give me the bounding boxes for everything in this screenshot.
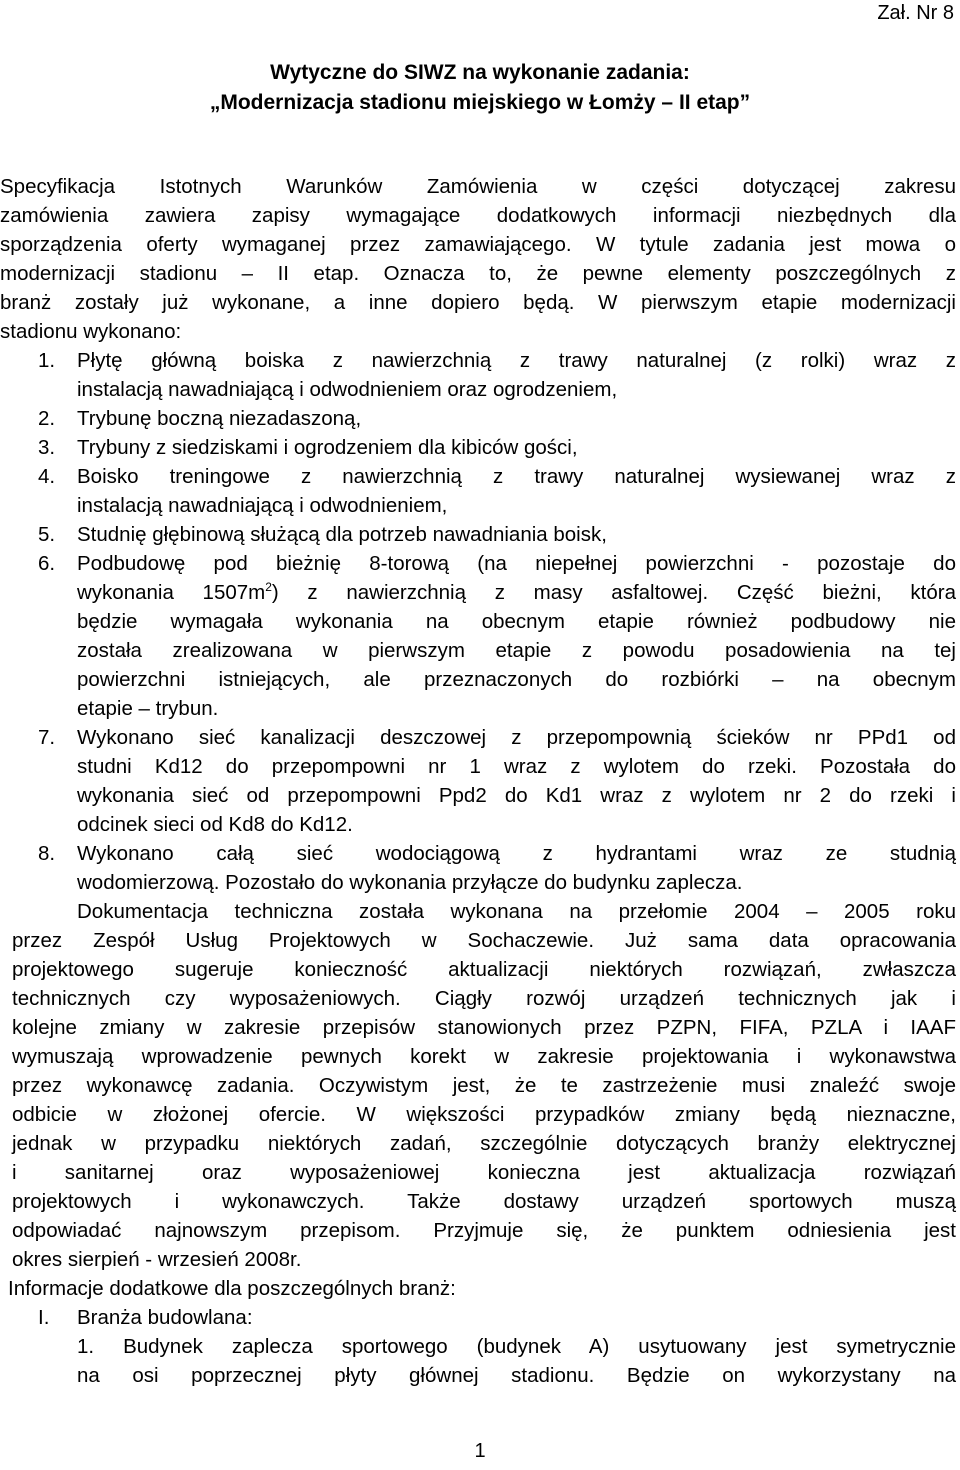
paragraph-line: przez wykonawcę zadania. Oczywistym jest, że te zastrzeżenie musi znaleźć swoje: [12, 1074, 956, 1097]
section-heading: [0, 1303, 956, 1332]
paragraph-line: wymuszają wprowadzenie pewnych korekt w zakresie projektowania i wykonawstwa: [12, 1045, 956, 1068]
intro-line: branż zostały już wykonane, a inne dopiero będą. W pierwszym etapie modernizacji: [0, 291, 956, 314]
list-item-line: wodomierzową. Pozostało do wykonania przyłącze do budynku zaplecza.: [77, 871, 743, 894]
attachment-label: Zał. Nr 8: [877, 2, 954, 24]
list-item-line: [0, 578, 956, 607]
section-line: na osi poprzecznej płyty głównej stadionu. Będzie on wykorzystany na: [77, 1364, 956, 1387]
list-item-line: Płytę główną boiska z nawierzchnią z trawy naturalnej (z rolki) wraz z: [77, 349, 956, 372]
list-item: [0, 723, 956, 839]
list-item-line: studni Kd12 do przepompowni nr 1 wraz z wylotem do rzeki. Pozostała do: [77, 755, 956, 778]
list-item-number: 6.: [38, 552, 56, 575]
paragraph-line: i sanitarnej oraz wyposażeniowej konieczna jest aktualizacja rozwiązań: [12, 1161, 956, 1184]
paragraph-line: Dokumentacja techniczna została wykonana na przełomie 2004 – 2005 roku: [77, 900, 956, 923]
section-label: Branża budowlana:: [77, 1306, 253, 1329]
additional-info-heading: Informacje dodatkowe dla poszczególnych branż:: [8, 1277, 456, 1300]
paragraph-line: kolejne zmiany w zakresie przepisów stanowionych przez PZPN, FIFA, PZLA i IAAF: [12, 1016, 956, 1039]
list-item: [0, 346, 956, 404]
intro-line: zamówienia zawiera zapisy wymagające dodatkowych informacji niezbędnych dla: [0, 204, 956, 227]
list-item-line: Wykonano sieć kanalizacji deszczowej z przepompownią ścieków nr PPd1 od: [77, 726, 956, 749]
paragraph-line: jednak w przypadku niektórych zadań, szczególnie dotyczących branży elektrycznej: [12, 1132, 956, 1155]
list-item: [0, 433, 956, 462]
document-body: [0, 172, 956, 1390]
list-item-number: 3.: [38, 436, 56, 459]
list-item-number: 4.: [38, 465, 56, 488]
document-title: [0, 58, 960, 118]
list-item: [0, 549, 956, 723]
list-item-number: 2.: [38, 407, 56, 430]
section-number: I.: [38, 1306, 50, 1329]
superscript-2: 2: [265, 580, 272, 594]
intro-paragraph: [0, 172, 956, 346]
paragraph-line: odbicie w złożonej ofercie. W większości przypadków zmiany będą nieznaczne,: [12, 1103, 956, 1126]
paragraph-line: okres sierpień - wrzesień 2008r.: [12, 1248, 302, 1271]
list-item-number: 8.: [38, 842, 56, 865]
paragraph-line: przez Zespół Usług Projektowych w Sochaczewie. Już sama data opracowania: [12, 929, 956, 952]
list-item-line: Studnię głębinową służącą dla potrzeb nawadniania boisk,: [77, 523, 607, 546]
title-line-2: „Modernizacja stadionu miejskiego w Łomży – II etap”: [209, 91, 751, 114]
list-item-line: powierzchni istniejących, ale przeznaczonych do rozbiórki – na obecnym: [77, 668, 956, 691]
title-line-1: Wytyczne do SIWZ na wykonanie zadania:: [270, 61, 690, 84]
list-item-line: wykonania sieć od przepompowni Ppd2 do Kd1 wraz z wylotem nr 2 do rzeki i: [77, 784, 956, 807]
list-item-line: będzie wymagała wykonania na obecnym etapie również podbudowy nie: [77, 610, 956, 633]
completed-works-list: [0, 346, 956, 897]
paragraph-line: technicznych czy wyposażeniowych. Ciągły rozwój urządzeń technicznych jak i: [12, 987, 956, 1010]
list-item: [0, 404, 956, 433]
list-item-line: instalacją nawadniającą i odwodnieniem oraz ogrodzeniem,: [77, 378, 618, 401]
paragraph-line: odpowiadać najnowszym przepisom. Przyjmuje się, że punktem odniesienia jest: [12, 1219, 956, 1242]
list-item-text: ) z nawierzchnią z masy asfaltowej. Część bieżni, która: [271, 581, 956, 604]
list-item: [0, 520, 956, 549]
list-item-line: Trybunę boczną niezadaszoną,: [77, 407, 362, 430]
section-content: [0, 1332, 956, 1390]
list-item-line: została zrealizowana w pierwszym etapie z powodu posadowienia na tej: [77, 639, 956, 662]
section-line: 1. Budynek zaplecza sportowego (budynek A) usytuowany jest symetrycznie: [77, 1335, 956, 1358]
intro-line: stadionu wykonano:: [0, 320, 182, 343]
paragraph-line: projektowego sugeruje konieczność aktualizacji niektórych rozwiązań, zwłaszcza: [12, 958, 956, 981]
list-item-line: Boisko treningowe z nawierzchnią z trawy naturalnej wysiewanej wraz z: [77, 465, 956, 488]
list-item: [0, 462, 956, 520]
list-item-number: 7.: [38, 726, 56, 749]
intro-line: sporządzenia oferty wymaganej przez zamawiającego. W tytule zadania jest mowa o: [0, 233, 956, 256]
list-item-line: Trybuny z siedziskami i ogrodzeniem dla kibiców gości,: [77, 436, 578, 459]
intro-line: Specyfikacja Istotnych Warunków Zamówienia w części dotyczącej zakresu: [0, 175, 956, 198]
list-item-line: etapie – trybun.: [77, 697, 219, 720]
list-item-line: odcinek sieci od Kd8 do Kd12.: [77, 813, 353, 836]
area-value: wykonania 1507m: [77, 581, 266, 604]
list-item-line: Wykonano całą sieć wodociągową z hydrantami wraz ze studnią: [77, 842, 956, 865]
list-item: [0, 839, 956, 897]
list-item-number: 1.: [38, 349, 56, 372]
paragraph-line: projektowych i wykonawczych. Także dostawy urządzeń sportowych muszą: [12, 1190, 956, 1213]
intro-line: modernizacji stadionu – II etap. Oznacza to, że pewne elementy poszczególnych z: [0, 262, 956, 285]
page-number: 1: [474, 1440, 486, 1462]
list-item-line: Podbudowę pod bieżnię 8-torową (na niepełnej powierzchni - pozostaje do: [77, 552, 956, 575]
list-item-line: instalacją nawadniającą i odwodnieniem,: [77, 494, 448, 517]
documentation-paragraph: [0, 897, 956, 1274]
list-item-number: 5.: [38, 523, 56, 546]
